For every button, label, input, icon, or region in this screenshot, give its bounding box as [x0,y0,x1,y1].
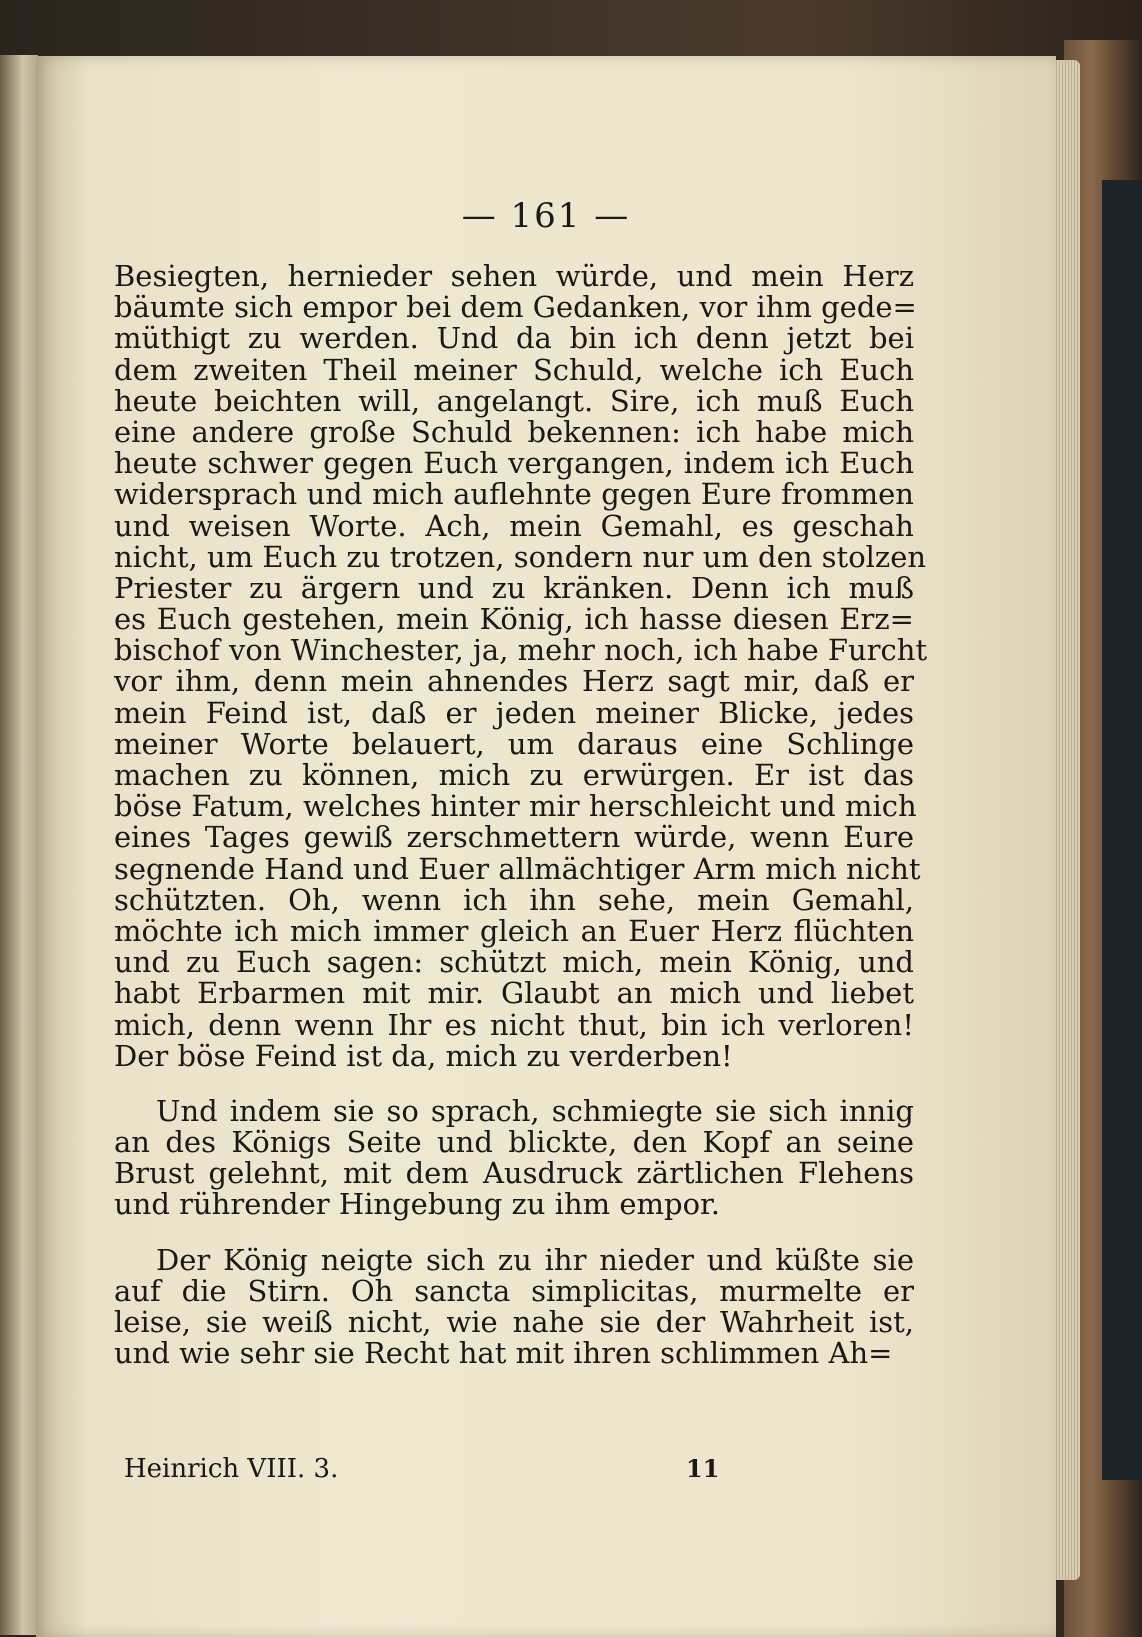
facing-page-edge [0,55,38,1635]
text-line: bäumte sich empor bei dem Gedanken, vor ihm gede= [114,290,917,325]
page-number: — 161 — [461,196,631,236]
text-line: Der König neigte sich zu ihr nieder und küßte sie [156,1242,914,1277]
page-stack-edges [1054,60,1080,1580]
text-line: auf die Stirn. Oh sancta simplicitas, murmelte er [114,1273,914,1308]
paragraph-gap [114,1072,914,1096]
text-line: Besiegten, hernieder sehen würde, und mein Herz [114,259,914,293]
text-line: machen zu können, mich zu erwürgen. Er ist das [114,758,914,792]
text-line: und wie sehr sie Recht hat mit ihren schlimmen Ah= [114,1336,893,1371]
text-line: habt Erbarmen mit mir. Glaubt an mich und liebet [114,976,914,1011]
paragraph-gap [114,1221,914,1245]
text-line: eines Tages gewiß zerschmettern würde, wenn Eure [114,820,914,855]
text-line: nicht, um Euch zu trotzen, sondern nur um den stolzen [114,539,927,574]
text-line: möchte ich mich immer gleich an Euer Herz flüchten [114,913,914,948]
text-line: mich, denn wenn Ihr es nicht thut, bin ich verloren! [114,1007,914,1042]
paragraph [114,1242,914,1371]
text-line: und zu Euch sagen: schützt mich, mein König, und [114,945,914,980]
text-line: widersprach und mich auflehnte gegen Eure frommen [114,477,914,512]
text-line: vor ihm, denn mein ahnendes Herz sagt mir, daß er [114,664,914,699]
text-line: Und indem sie so sprach, schmiegte sie sich innig [156,1093,914,1128]
text-line: schützten. Oh, wenn ich ihn sehe, mein Gemahl, [114,882,914,917]
text-line: heute beichten will, angelangt. Sire, ich muß Euch [114,383,914,418]
text-line: Der böse Feind ist da, mich zu verderben! [114,1038,733,1073]
paragraph [114,259,928,1073]
text-line: leise, sie weiß nicht, wie nahe sie der Wahrheit ist, [114,1305,914,1339]
text-line: Priester zu ärgern und zu kränken. Denn ich muß [114,570,914,605]
body-text [114,259,928,1371]
sheet-number: 11 [686,1454,720,1483]
text-line: und rührender Hingebung zu ihm empor. [114,1187,720,1222]
text-line: heute schwer gegen Euch vergangen, indem ich Euch [114,446,914,481]
book-page [36,56,1056,1637]
text-line: böse Fatum, welches hinter mir herschleicht und mich [114,789,917,824]
text-line: segnende Hand und Euer allmächtiger Arm mich nicht [114,851,921,886]
paragraph [114,1093,914,1222]
text-line: dem zweiten Theil meiner Schuld, welche ich Euch [114,352,914,387]
text-line: müthigt zu werden. Und da bin ich denn jetzt bei [114,321,914,356]
signature-mark: Heinrich VIII. 3. [124,1454,339,1484]
book-spine-strip [1102,180,1142,1480]
text-line: Brust gelehnt, mit dem Ausdruck zärtlichen Flehens [114,1156,914,1191]
text-line: eine andere große Schuld bekennen: ich habe mich [114,414,914,449]
text-line: es Euch gestehen, mein König, ich hasse diesen Erz= [114,602,914,637]
text-line: an des Königs Seite und blickte, den Kopf an seine [114,1125,914,1160]
text-line: bischof von Winchester, ja, mehr noch, ich habe Furcht [114,633,928,668]
text-line: und weisen Worte. Ach, mein Gemahl, es geschah [114,508,914,543]
text-line: mein Feind ist, daß er jeden meiner Blicke, jedes [114,695,914,730]
text-line: meiner Worte belauert, um daraus eine Schlinge [114,726,914,761]
